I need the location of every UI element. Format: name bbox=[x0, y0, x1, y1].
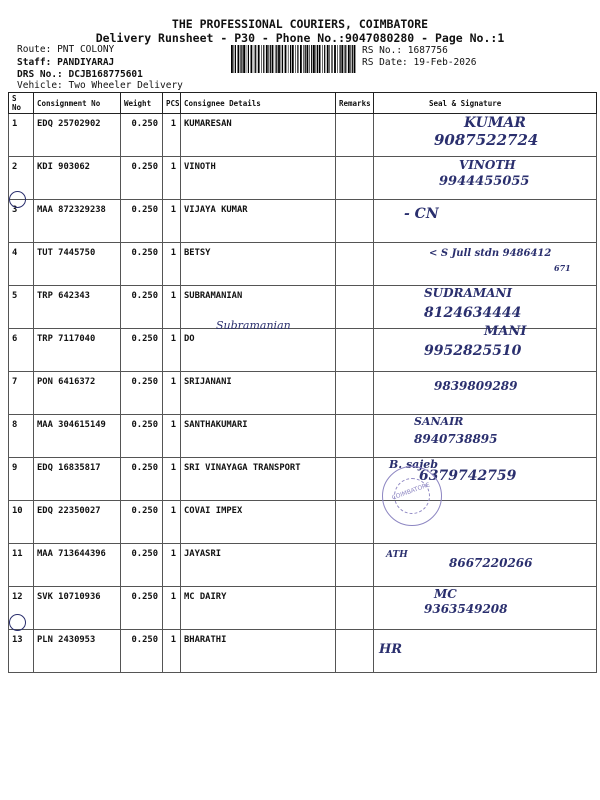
barcode-bar bbox=[311, 45, 312, 73]
cell-remarks[interactable] bbox=[336, 200, 374, 243]
cell-weight: 0.250 bbox=[121, 544, 163, 587]
barcode-bar bbox=[231, 45, 233, 73]
handwritten-phone: 6379742759 bbox=[419, 468, 517, 484]
drs-label: DRS No.: bbox=[17, 69, 63, 80]
handwritten-phone: 9363549208 bbox=[424, 602, 508, 616]
cell-consignment: PON 6416372 bbox=[34, 372, 121, 415]
cell-consignment: MAA 872329238 bbox=[34, 200, 121, 243]
cell-weight: 0.250 bbox=[121, 501, 163, 544]
drs-line bbox=[17, 69, 143, 80]
cell-weight: 0.250 bbox=[121, 114, 163, 157]
barcode-bar bbox=[313, 45, 315, 73]
table-row bbox=[9, 587, 597, 630]
staff-label: Staff: bbox=[17, 57, 52, 68]
handwritten-signature: B. sajeb bbox=[389, 458, 438, 471]
barcode-bar bbox=[258, 45, 260, 73]
table-row bbox=[9, 286, 597, 329]
barcode-bar bbox=[272, 45, 274, 73]
cell-consignee: BHARATHI bbox=[181, 630, 336, 673]
cell-pcs: 1 bbox=[163, 458, 181, 501]
rs-no-label: RS No.: bbox=[362, 45, 403, 56]
barcode-bar bbox=[300, 45, 302, 73]
cell-signature[interactable] bbox=[374, 324, 597, 372]
barcode-bar bbox=[240, 45, 241, 73]
cell-signature[interactable] bbox=[374, 372, 597, 415]
cell-pcs: 1 bbox=[163, 200, 181, 243]
col-header-consignee: Consignee Details bbox=[181, 93, 336, 114]
cell-remarks[interactable] bbox=[336, 243, 374, 286]
rs-no-value: 1687756 bbox=[407, 45, 448, 56]
barcode-bar bbox=[275, 45, 276, 73]
rs-date-value: 19-Feb-2026 bbox=[413, 57, 477, 68]
cell-sno: 12 bbox=[9, 587, 34, 630]
route-label: Route: bbox=[17, 44, 52, 55]
cell-signature[interactable] bbox=[374, 114, 597, 157]
table-row bbox=[9, 630, 597, 673]
barcode-bar bbox=[235, 45, 236, 73]
col-header-pcs: PCS bbox=[163, 93, 181, 114]
handwritten-signature: < S Jull stdn 9486412 bbox=[429, 248, 552, 259]
barcode-bar bbox=[263, 45, 264, 73]
cell-remarks[interactable] bbox=[336, 630, 374, 673]
cell-sno: 2 bbox=[9, 157, 34, 200]
barcode-bar bbox=[345, 45, 346, 73]
cell-consignee: KUMARESAN bbox=[181, 114, 336, 157]
cell-pcs: 1 bbox=[163, 114, 181, 157]
barcode-bar bbox=[266, 45, 268, 73]
rs-date-line bbox=[362, 57, 476, 68]
cell-remarks[interactable] bbox=[336, 415, 374, 458]
cell-consignee: VIJAYA KUMAR bbox=[181, 200, 336, 243]
barcode-bar bbox=[350, 45, 351, 73]
barcode-bar bbox=[297, 45, 298, 73]
table-row bbox=[9, 243, 597, 286]
cell-consignee: SRIJANANI bbox=[181, 372, 336, 415]
cell-consignee: SRI VINAYAGA TRANSPORT bbox=[181, 458, 336, 501]
cell-remarks[interactable] bbox=[336, 329, 374, 372]
staff-line bbox=[17, 57, 114, 68]
barcode-bar bbox=[255, 45, 256, 73]
cell-signature[interactable] bbox=[374, 587, 597, 630]
company-seal-stamp bbox=[382, 466, 442, 526]
barcode-bar bbox=[270, 45, 271, 73]
barcode-bar bbox=[243, 45, 245, 73]
table-row bbox=[9, 329, 597, 372]
cell-consignee: JAYASRI bbox=[181, 544, 336, 587]
cell-sno: 13 bbox=[9, 630, 34, 673]
cell-remarks[interactable] bbox=[336, 157, 374, 200]
handwritten-phone: 8667220266 bbox=[449, 556, 533, 570]
cell-weight: 0.250 bbox=[121, 458, 163, 501]
barcode-bar bbox=[327, 45, 329, 73]
barcode-bar bbox=[324, 45, 325, 73]
barcode-bar bbox=[290, 45, 291, 73]
cell-pcs: 1 bbox=[163, 544, 181, 587]
handwritten-signature: HR bbox=[379, 642, 403, 657]
cell-consignee: DO bbox=[181, 329, 336, 372]
cell-pcs: 1 bbox=[163, 329, 181, 372]
barcode-bar bbox=[316, 45, 317, 73]
cell-signature[interactable] bbox=[374, 630, 597, 673]
cell-sno: 9 bbox=[9, 458, 34, 501]
cell-sno: 10 bbox=[9, 501, 34, 544]
runsheet-title: Delivery Runsheet - P30 - Phone No.:9047080280 - Page No.:1 bbox=[95, 31, 505, 45]
cell-signature[interactable] bbox=[374, 544, 597, 587]
handwritten-signature: 9839809289 bbox=[434, 379, 518, 393]
cell-signature[interactable] bbox=[374, 157, 597, 200]
cell-consignee: SANTHAKUMARI bbox=[181, 415, 336, 458]
cell-remarks[interactable] bbox=[336, 501, 374, 544]
cell-consignment: TRP 7117040 bbox=[34, 329, 121, 372]
barcode-bar bbox=[307, 45, 309, 73]
barcode-bar bbox=[251, 45, 253, 73]
handwritten-signature: MANI bbox=[484, 324, 527, 339]
handwritten-signature: SUDRAMANI bbox=[424, 286, 512, 300]
cell-remarks[interactable] bbox=[336, 372, 374, 415]
ink-circle-row3 bbox=[9, 191, 26, 208]
route-value: PNT COLONY bbox=[57, 44, 115, 55]
table-row bbox=[9, 458, 597, 501]
cell-pcs: 1 bbox=[163, 372, 181, 415]
cell-sno: 1 bbox=[9, 114, 34, 157]
table-row bbox=[9, 157, 597, 200]
barcode-bar bbox=[341, 45, 343, 73]
table-row bbox=[9, 501, 597, 544]
cell-weight: 0.250 bbox=[121, 630, 163, 673]
cell-weight: 0.250 bbox=[121, 157, 163, 200]
company-title: THE PROFESSIONAL COURIERS, COIMBATORE bbox=[171, 17, 429, 31]
barcode-bar bbox=[241, 45, 242, 73]
barcode-bar bbox=[309, 45, 310, 73]
cell-consignee: VINOTH bbox=[181, 157, 336, 200]
drs-value: DCJB168775601 bbox=[68, 69, 143, 80]
ink-circle-row13 bbox=[9, 614, 26, 631]
cell-pcs: 1 bbox=[163, 415, 181, 458]
cell-signature[interactable] bbox=[374, 200, 597, 243]
handwritten-signature: ATH bbox=[386, 550, 408, 560]
barcode-bar bbox=[317, 45, 318, 73]
cell-consignment: SVK 10710936 bbox=[34, 587, 121, 630]
handwritten-phone: 9944455055 bbox=[439, 174, 530, 189]
table-row bbox=[9, 114, 597, 157]
cell-pcs: 1 bbox=[163, 243, 181, 286]
vehicle-value: Two Wheeler Delivery bbox=[68, 80, 183, 91]
cell-consignment: EDQ 16835817 bbox=[34, 458, 121, 501]
table-row bbox=[9, 200, 597, 243]
cell-weight: 0.250 bbox=[121, 415, 163, 458]
cell-consignment: EDQ 25702902 bbox=[34, 114, 121, 157]
cell-pcs: 1 bbox=[163, 501, 181, 544]
route-line bbox=[17, 44, 114, 55]
barcode-bar bbox=[261, 45, 262, 73]
barcode-bar bbox=[305, 45, 306, 73]
barcode-bar bbox=[276, 45, 277, 73]
cell-consignment: EDQ 22350027 bbox=[34, 501, 121, 544]
barcode-bar bbox=[319, 45, 321, 73]
barcode-bar bbox=[322, 45, 323, 73]
cell-weight: 0.250 bbox=[121, 286, 163, 329]
handwritten-signature: - CN bbox=[404, 206, 439, 222]
handwritten-consignee-note: Subramanian bbox=[216, 319, 291, 332]
cell-signature[interactable] bbox=[374, 286, 597, 329]
cell-weight: 0.250 bbox=[121, 243, 163, 286]
table-row bbox=[9, 544, 597, 587]
handwritten-signature: KUMAR bbox=[464, 115, 526, 131]
col-header-sno: S No bbox=[9, 93, 34, 114]
handwritten-phone: 9087522724 bbox=[434, 131, 539, 149]
barcode-bar bbox=[288, 45, 289, 73]
barcode-bar bbox=[348, 45, 350, 73]
cell-pcs: 1 bbox=[163, 157, 181, 200]
cell-weight: 0.250 bbox=[121, 372, 163, 415]
handwritten-signature: SANAIR bbox=[414, 415, 464, 428]
rs-no-line bbox=[362, 45, 448, 56]
cell-consignee: MC DAIRY bbox=[181, 587, 336, 630]
cell-weight: 0.250 bbox=[121, 200, 163, 243]
barcode-bar bbox=[282, 45, 283, 73]
cell-weight: 0.250 bbox=[121, 329, 163, 372]
cell-consignment: MAA 713644396 bbox=[34, 544, 121, 587]
vehicle-line bbox=[17, 80, 183, 91]
barcode-bar bbox=[344, 45, 345, 73]
cell-signature[interactable] bbox=[374, 243, 597, 286]
barcode-bar bbox=[352, 45, 353, 73]
cell-sno: 6 bbox=[9, 329, 34, 372]
barcode-bar bbox=[238, 45, 240, 73]
runsheet-table bbox=[8, 92, 597, 673]
cell-consignment: PLN 2430953 bbox=[34, 630, 121, 673]
cell-sno: 5 bbox=[9, 286, 34, 329]
handwritten-phone: 8124634444 bbox=[424, 305, 522, 321]
cell-pcs: 1 bbox=[163, 587, 181, 630]
barcode-bar bbox=[248, 45, 249, 73]
col-header-consignment: Consignment No bbox=[34, 93, 121, 114]
cell-sno: 3 bbox=[9, 200, 34, 243]
cell-remarks[interactable] bbox=[336, 114, 374, 157]
barcode-bar bbox=[246, 45, 247, 73]
cell-sno: 8 bbox=[9, 415, 34, 458]
barcode-bar bbox=[278, 45, 280, 73]
barcode-bar bbox=[331, 45, 332, 73]
barcode-bar bbox=[254, 45, 255, 73]
cell-consignee: BETSY bbox=[181, 243, 336, 286]
cell-sno: 11 bbox=[9, 544, 34, 587]
barcode-bar bbox=[292, 45, 294, 73]
handwritten-signature: MC bbox=[434, 587, 457, 601]
col-header-remarks: Remarks bbox=[336, 93, 374, 114]
cell-pcs: 1 bbox=[163, 286, 181, 329]
col-header-signature: Seal & Signature bbox=[374, 93, 597, 114]
barcode-bar bbox=[340, 45, 341, 73]
barcode-bar bbox=[329, 45, 330, 73]
col-header-weight: Weight bbox=[121, 93, 163, 114]
barcode-bar bbox=[295, 45, 296, 73]
handwritten-signature: VINOTH bbox=[459, 158, 516, 172]
barcode-bar bbox=[234, 45, 235, 73]
barcode-bar bbox=[281, 45, 282, 73]
cell-remarks[interactable] bbox=[336, 587, 374, 630]
table-row bbox=[9, 415, 597, 458]
vehicle-label: Vehicle: bbox=[17, 80, 63, 91]
cell-signature[interactable] bbox=[374, 415, 597, 458]
cell-consignment: TRP 642343 bbox=[34, 286, 121, 329]
barcode-bar bbox=[268, 45, 269, 73]
cell-remarks[interactable] bbox=[336, 286, 374, 329]
cell-sno: 4 bbox=[9, 243, 34, 286]
handwritten-phone: 671 bbox=[554, 263, 571, 273]
cell-remarks[interactable] bbox=[336, 544, 374, 587]
barcode-bar bbox=[337, 45, 338, 73]
cell-consignee: SUBRAMANIAN bbox=[181, 286, 336, 329]
seal-text: COIMBATORE bbox=[391, 481, 431, 502]
cell-consignment: KDI 903062 bbox=[34, 157, 121, 200]
cell-consignment: MAA 304615149 bbox=[34, 415, 121, 458]
cell-consignment: TUT 7445750 bbox=[34, 243, 121, 286]
handwritten-phone: 9952825510 bbox=[424, 343, 522, 359]
cell-consignee: COVAI IMPEX bbox=[181, 501, 336, 544]
table-row bbox=[9, 372, 597, 415]
barcode-bar bbox=[334, 45, 336, 73]
cell-sno: 7 bbox=[9, 372, 34, 415]
staff-value: PANDIYARAJ bbox=[57, 57, 115, 68]
barcode bbox=[231, 45, 356, 73]
barcode-bar bbox=[303, 45, 304, 73]
handwritten-phone: 8940738895 bbox=[414, 432, 498, 446]
barcode-bar bbox=[285, 45, 287, 73]
table-header-row bbox=[9, 93, 597, 114]
cell-remarks[interactable] bbox=[336, 458, 374, 501]
cell-weight: 0.250 bbox=[121, 587, 163, 630]
barcode-bar bbox=[354, 45, 356, 73]
cell-pcs: 1 bbox=[163, 630, 181, 673]
rs-date-label: RS Date: bbox=[362, 57, 408, 68]
